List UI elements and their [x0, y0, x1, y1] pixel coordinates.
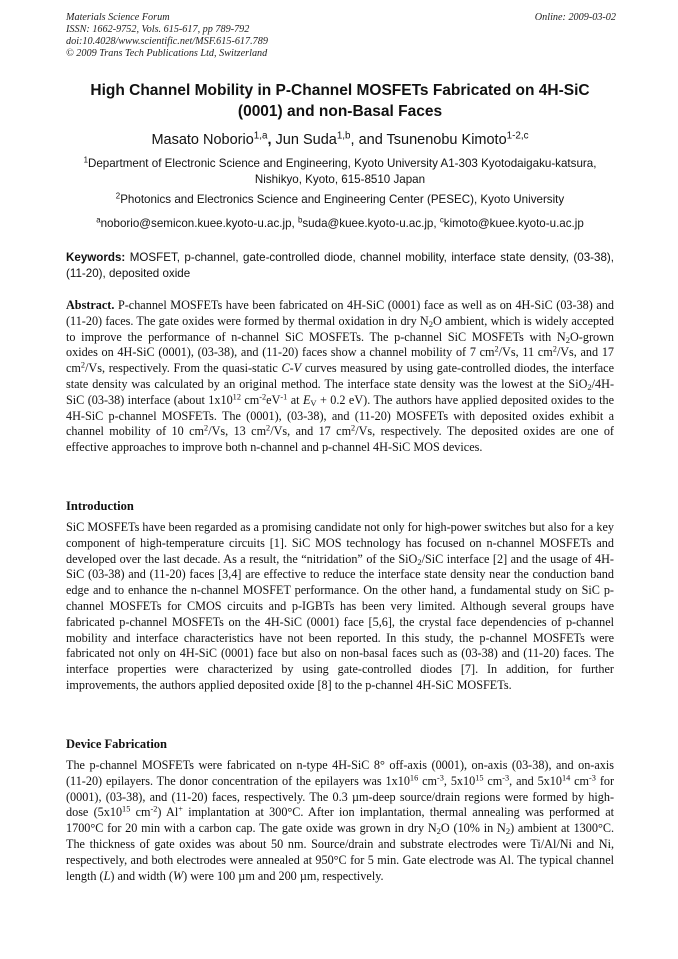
text-run: 2 [80, 360, 86, 370]
text-run: 2 [436, 826, 441, 837]
text-run: /Vs, 13 cm [208, 424, 267, 439]
text-run: -1 [280, 392, 288, 402]
text-run: /Vs, and 17 cm [66, 345, 615, 376]
section-heading-device-fabrication: Device Fabrication [66, 737, 168, 751]
journal-name: Materials Science Forum [66, 12, 170, 23]
copyright-line: © 2009 Trans Tech Publications Ltd, Switzerland [66, 48, 268, 59]
text-run: 2 [351, 423, 356, 433]
text-run: cm [570, 773, 590, 788]
text-run: E [302, 392, 311, 407]
abstract-label: Abstract. [66, 298, 115, 312]
email-mark: a [96, 215, 101, 225]
introduction-paragraph [66, 520, 614, 694]
keywords [66, 250, 614, 282]
text-run: /SiC interface [2] and the usage of 4H-SiC (03-38) and (11-20) faces [3,4] are effective to reduce the interface state density near the conduction band edge and to enhance the n-channel MOSFET performance. On the other hand, a fundamental study on SiC p-channel MOSFETs for CMOS circuits and p-IGBTs has been very limited. Although several groups have fabricated p-channel MOSFETs on the 4H-SiC (0001) face [5,6], the crystal face dependencies of p-channel mobility and interface characteristics have not been reported. In this study, the p-channel MOSFETs were fabricated not only on 4H-SiC (0001) face but also on non-basal faces such as (03-38) and (11-20) faces. The interface properties were characterized by using gate-controlled diodes [7]. In addition, for further improvements, the authors applied deposited oxide [8] to the p-channel 4H-SiC MOSFETs. [66, 551, 614, 692]
text-run: The p-channel MOSFETs were fabricated on n-type 4H-SiC 8° off-axis (0001), on-axis (03-38), and on-axis (11-20) epilayers. The donor concentration of the epilayers was 1x10 [66, 758, 614, 788]
author-separator: , [267, 132, 276, 148]
text-run: implantation at 300°C. After ion implantation, thermal annealing was performed at 1700°C for 20 min with a carbon cap. The gate oxide was grown in dry N [66, 805, 614, 836]
text-run: O (10% in N [440, 821, 506, 836]
text-run: 12 [232, 392, 241, 402]
keywords-label: Keywords: [66, 251, 126, 264]
abstract [66, 298, 614, 456]
author-separator: , and [350, 132, 387, 148]
title-line-1: High Channel Mobility in P-Channel MOSFETs Fabricated on 4H-SiC [90, 82, 590, 99]
online-date: Online: 2009-03-02 [534, 12, 616, 23]
fabrication-paragraph [66, 758, 614, 884]
issn-line: ISSN: 1662-9752, Vols. 615-617, pp 789-792 [66, 24, 250, 35]
text-run: at [287, 392, 303, 407]
text-run: V [310, 397, 317, 408]
affiliation-text: Department of Electronic Science and Engineering, Kyoto University A1-303 Kyotodaigaku-katsura, [87, 157, 597, 170]
paper-title [66, 80, 614, 122]
doi-line: doi:10.4028/www.scientific.net/MSF.615-617.789 [66, 36, 268, 47]
keywords-text: MOSFET, p-channel, gate-controlled diode, channel mobility, interface state density, (03-38), (11-20), deposited oxide [66, 251, 614, 280]
text-run: O-grown oxides on 4H-SiC (0001), (03-38), and (11-20) faces show a channel mobility of 7 cm [66, 329, 614, 360]
text-run: eV [266, 392, 281, 407]
author-name: Tsunenobu Kimoto [386, 132, 507, 148]
text-run: cm [130, 805, 151, 820]
email-mark: b [297, 215, 303, 225]
text-run: -3 [589, 773, 596, 783]
affiliation-2 [66, 192, 614, 208]
author-affiliation-mark: 1,b [336, 130, 351, 142]
text-run: 2 [565, 334, 570, 345]
publication-header [66, 12, 616, 60]
text-run: + [178, 804, 183, 814]
text-run: 15 [122, 804, 131, 814]
text-run: 2 [204, 423, 209, 433]
text-run: 2 [494, 344, 499, 354]
section-heading-introduction: Introduction [66, 499, 134, 513]
text-run: 2 [417, 556, 422, 567]
text-run: -3 [436, 773, 444, 783]
text-run: ) were 100 µm and 200 µm, respectively. [183, 868, 384, 883]
text-run: curves measured by using gate-controlled diodes, the interface state density was calculated by an original method. The interface state density was the lowest at the SiO [66, 361, 614, 391]
text-run: /4H-SiC (03-38) interface (about 1x10 [66, 376, 614, 407]
text-run: 2 [266, 423, 271, 433]
email-link[interactable]: kimoto@kuee.kyoto-u.ac.jp [443, 217, 584, 230]
text-run: , and 5x10 [509, 773, 562, 788]
author-name: Masato Noborio [151, 132, 254, 148]
email-link[interactable]: suda@kuee.kyoto-u.ac.jp, [302, 217, 440, 230]
affiliation-1 [66, 156, 614, 188]
text-run: 2 [552, 344, 557, 354]
text-run: + 0.2 eV). The authors have applied deposited oxides to the 4H-SiC p-channel MOSFETs. The (0001), (03-38), and (11-20) MOSFETs with deposited oxides exhibit a channel mobility of 10 cm [66, 392, 614, 439]
text-run: 15 [475, 773, 484, 783]
text-run: -2 [259, 392, 267, 402]
text-run: cm [483, 773, 503, 788]
author-name: Jun Suda [275, 132, 337, 148]
text-run: , 5x10 [443, 773, 476, 788]
text-run: 2 [587, 382, 592, 393]
text-run: W [172, 868, 184, 883]
text-run: C-V [281, 361, 302, 376]
text-run: SiC MOSFETs have been regarded as a promising candidate not only for high-power switches but also for a key component of high-temperature circuits [1]. SiC MOS technology has focused on n-channel MOSFETs and developed over the last decade. As a result, the “nitridation” of the SiO [66, 520, 614, 566]
text-run: 14 [561, 773, 571, 783]
affiliation-text: Photonics and Electronics Science and Engineering Center (PESEC), Kyoto University [120, 193, 565, 206]
author-list [66, 130, 614, 150]
text-run: cm [418, 773, 437, 788]
text-run: /Vs, and 17 cm [270, 424, 352, 439]
email-link[interactable]: noborio@semicon.kuee.kyoto-u.ac.jp, [100, 217, 298, 230]
affiliation-mark: 1 [83, 155, 88, 165]
text-run: 2 [428, 318, 433, 329]
affiliation-mark: 2 [115, 191, 121, 201]
text-run: /Vs, respectively. The deposited oxides are one of effective approaches to improve both n-channel and p-channel 4H-SiC MOS devices. [66, 424, 614, 455]
text-run: ) Al [157, 805, 179, 820]
text-run: 16 [409, 773, 419, 783]
author-affiliation-mark: 1,a [253, 130, 268, 142]
author-affiliation-mark: 1-2,c [506, 130, 529, 142]
email-addresses [66, 216, 614, 232]
text-run: -3 [502, 773, 510, 783]
affiliation-text: Nishikyo, Kyoto, 615-8510 Japan [254, 173, 426, 186]
text-run: ) ambient at 1300°C. The thickness of gate oxides was about 50 nm. Source/drain and substrate electrodes were Ti/Al/Ni and Ni, respectively, and both electrodes were annealed at 950°C for 5 min. Gate electrode was Al. The typical channel length ( [66, 821, 615, 883]
text-run: ) and width ( [110, 868, 173, 883]
text-run: cm [240, 392, 260, 407]
text-run: /Vs, 11 cm [498, 345, 553, 360]
text-run: for (0001), (03-38), and (11-20) faces, respectively. The 0.3 µm-deep source/drain regions were formed by high-dose (5x10 [66, 773, 615, 820]
text-run: /Vs, respectively. From the quasi-static [85, 361, 282, 376]
text-run: -2 [150, 804, 158, 814]
title-line-2: (0001) and non-Basal Faces [237, 103, 443, 120]
text-run: P-channel MOSFETs have been fabricated on 4H-SiC (0001) face as well as on 4H-SiC (03-38) and (11-20) faces. The gate oxides were formed by thermal oxidation in dry N [66, 298, 614, 328]
email-mark: c [439, 215, 444, 225]
text-run: O ambient, which is widely accepted to improve the performance of n-channel SiC MOSFETs. The p-channel SiC MOSFETs with N [66, 313, 615, 344]
text-run: L [103, 868, 111, 883]
text-run: 2 [505, 826, 511, 837]
